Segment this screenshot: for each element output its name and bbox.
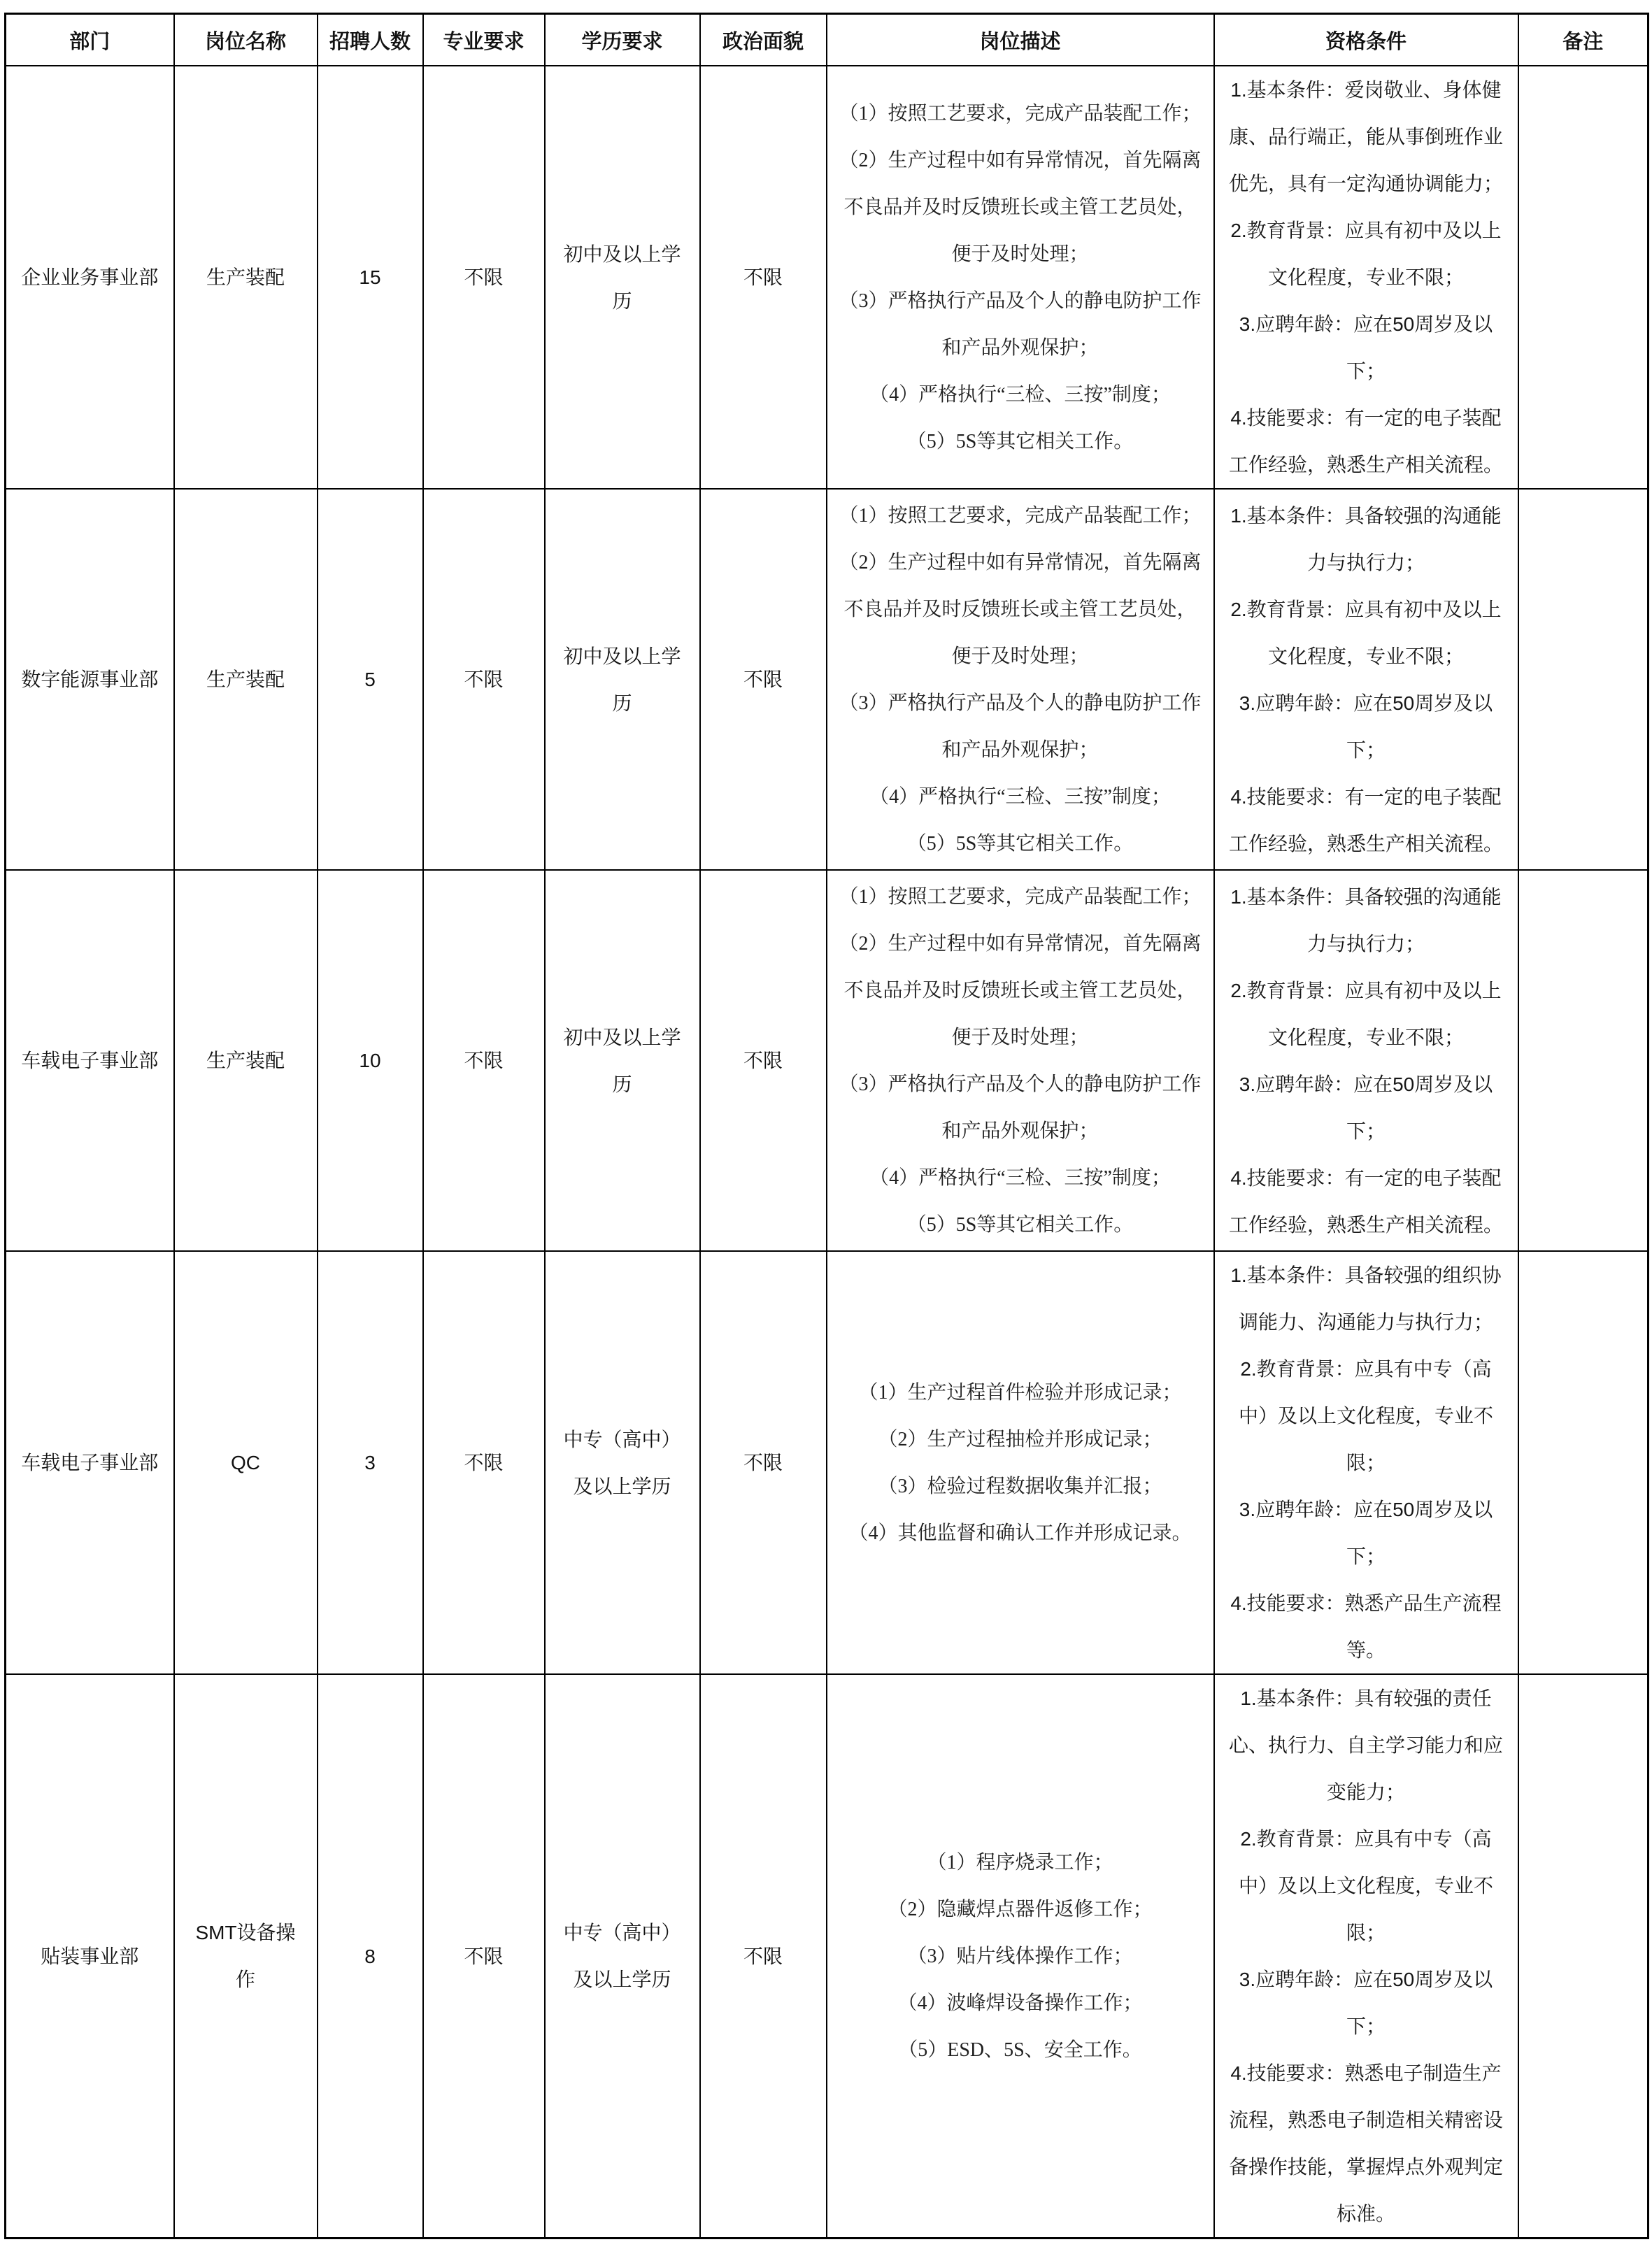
qualifications-cell — [1214, 1251, 1518, 1674]
paragraph: 2.教育背景：应具有初中及以上文化程度，专业不限； — [1230, 220, 1502, 288]
political-status-cell: 不限 — [700, 870, 827, 1251]
paragraph: （3）检验过程数据收集并汇报； — [878, 1475, 1162, 1497]
paragraph: （5）5S等其它相关工作。 — [906, 1213, 1134, 1236]
remark-cell — [1518, 489, 1649, 870]
paragraph: （4）严格执行“三检、三按”制度； — [869, 1166, 1171, 1189]
major-cell: 不限 — [423, 870, 545, 1251]
paragraph: 3.应聘年龄：应在50周岁及以下； — [1239, 1499, 1493, 1567]
paragraph: （2）生产过程中如有异常情况，首先隔离不良品并及时反馈班长或主管工艺员处，便于及时处理； — [839, 551, 1202, 667]
paragraph: （5）5S等其它相关工作。 — [906, 430, 1134, 452]
paragraph: （5）5S等其它相关工作。 — [906, 832, 1134, 855]
qualifications-cell — [1214, 66, 1518, 489]
table-row — [6, 66, 1649, 489]
paragraph: 1.基本条件：爱岗敬业、身体健康、品行端正，能从事倒班作业优先，具有一定沟通协调能力； — [1228, 79, 1503, 194]
paragraph: （2）生产过程中如有异常情况，首先隔离不良品并及时反馈班长或主管工艺员处，便于及时处理； — [839, 149, 1202, 265]
paragraph: 1.基本条件：具有较强的责任心、执行力、自主学习能力和应变能力； — [1228, 1687, 1503, 1803]
recruitment-table — [4, 13, 1649, 2239]
headcount-cell: 5 — [318, 489, 423, 870]
major-cell: 不限 — [423, 66, 545, 489]
headcount-cell: 8 — [318, 1674, 423, 2239]
paragraph: （1）按照工艺要求，完成产品装配工作； — [839, 102, 1202, 124]
paragraph: （3）严格执行产品及个人的静电防护工作和产品外观保护； — [839, 1073, 1202, 1142]
paragraph: （1）生产过程首件检验并形成记录； — [858, 1381, 1182, 1404]
department-cell: 数字能源事业部 — [6, 489, 174, 870]
paragraph: （4）严格执行“三检、三按”制度； — [869, 383, 1171, 406]
column-header-department: 部门 — [6, 14, 174, 66]
paragraph: （4）严格执行“三检、三按”制度； — [869, 785, 1171, 808]
paragraph: （4）波峰焊设备操作工作； — [897, 1992, 1143, 2014]
remark-cell — [1518, 1251, 1649, 1674]
paragraph: 1.基本条件：具备较强的沟通能力与执行力； — [1230, 885, 1502, 955]
education-cell: 初中及以上学历 — [545, 489, 700, 870]
paragraph: 2.教育背景：应具有中专（高中）及以上文化程度，专业不限； — [1238, 1358, 1493, 1473]
job-description-cell — [827, 489, 1214, 870]
political-status-cell: 不限 — [700, 1674, 827, 2239]
headcount-cell: 10 — [318, 870, 423, 1251]
political-status-cell: 不限 — [700, 1251, 827, 1674]
paragraph: 4.技能要求：有一定的电子装配工作经验，熟悉生产相关流程。 — [1228, 785, 1503, 855]
paragraph: 3.应聘年龄：应在50周岁及以下； — [1239, 313, 1493, 382]
column-header-job-description: 岗位描述 — [827, 14, 1214, 66]
paragraph: 4.技能要求：熟悉电子制造生产流程，熟悉电子制造相关精密设备操作技能，掌握焊点外观判定标准。 — [1228, 2062, 1503, 2225]
job-description-cell — [827, 1251, 1214, 1674]
column-header-remark: 备注 — [1518, 14, 1649, 66]
department-cell: 企业业务事业部 — [6, 66, 174, 489]
header-row — [6, 14, 1649, 66]
table-header — [6, 14, 1649, 66]
political-status-cell: 不限 — [700, 489, 827, 870]
paragraph: （1）按照工艺要求，完成产品装配工作； — [839, 885, 1202, 908]
education-cell: 初中及以上学历 — [545, 66, 700, 489]
headcount-cell: 15 — [318, 66, 423, 489]
paragraph: 4.技能要求：有一定的电子装配工作经验，熟悉生产相关流程。 — [1228, 1166, 1503, 1236]
paragraph: （1）按照工艺要求，完成产品装配工作； — [839, 504, 1202, 527]
paragraph: （5）ESD、5S、安全工作。 — [898, 2039, 1142, 2061]
remark-cell — [1518, 66, 1649, 489]
qualifications-cell — [1214, 489, 1518, 870]
paragraph: （2）生产过程中如有异常情况，首先隔离不良品并及时反馈班长或主管工艺员处，便于及时处理； — [839, 932, 1202, 1048]
paragraph: （4）其他监督和确认工作并形成记录。 — [848, 1522, 1192, 1544]
position-cell: 生产装配 — [174, 66, 318, 489]
education-cell: 中专（高中）及以上学历 — [545, 1674, 700, 2239]
table-row — [6, 870, 1649, 1251]
paragraph: 4.技能要求：熟悉产品生产流程等。 — [1230, 1592, 1502, 1661]
remark-cell — [1518, 870, 1649, 1251]
column-header-position: 岗位名称 — [174, 14, 318, 66]
paragraph: 3.应聘年龄：应在50周岁及以下； — [1239, 692, 1493, 761]
major-cell: 不限 — [423, 1674, 545, 2239]
position-cell: QC — [174, 1251, 318, 1674]
remark-cell — [1518, 1674, 1649, 2239]
column-header-major: 专业要求 — [423, 14, 545, 66]
position-cell: SMT设备操作 — [174, 1674, 318, 2239]
column-header-political-status: 政治面貌 — [700, 14, 827, 66]
position-cell: 生产装配 — [174, 870, 318, 1251]
paragraph: （2）隐藏焊点器件返修工作； — [888, 1898, 1153, 1920]
job-description-cell — [827, 66, 1214, 489]
paragraph: 2.教育背景：应具有中专（高中）及以上文化程度，专业不限； — [1238, 1828, 1493, 1943]
job-description-cell — [827, 870, 1214, 1251]
headcount-cell: 3 — [318, 1251, 423, 1674]
column-header-headcount: 招聘人数 — [318, 14, 423, 66]
education-cell: 初中及以上学历 — [545, 870, 700, 1251]
paragraph: 2.教育背景：应具有初中及以上文化程度，专业不限； — [1230, 598, 1502, 667]
job-description-cell — [827, 1674, 1214, 2239]
department-cell: 贴装事业部 — [6, 1674, 174, 2239]
paragraph: 3.应聘年龄：应在50周岁及以下； — [1239, 1073, 1493, 1142]
department-cell: 车载电子事业部 — [6, 870, 174, 1251]
paragraph: （1）程序烧录工作； — [927, 1851, 1113, 1873]
table-body — [6, 66, 1649, 2239]
table-row — [6, 1251, 1649, 1674]
major-cell: 不限 — [423, 489, 545, 870]
table-row — [6, 1674, 1649, 2239]
paragraph: 1.基本条件：具备较强的沟通能力与执行力； — [1230, 504, 1502, 573]
column-header-qualifications: 资格条件 — [1214, 14, 1518, 66]
paragraph: 3.应聘年龄：应在50周岁及以下； — [1239, 1969, 1493, 2037]
paragraph: 4.技能要求：有一定的电子装配工作经验，熟悉生产相关流程。 — [1228, 407, 1503, 476]
table-row — [6, 489, 1649, 870]
paragraph: （3）严格执行产品及个人的静电防护工作和产品外观保护； — [839, 290, 1202, 359]
column-header-education: 学历要求 — [545, 14, 700, 66]
paragraph: （3）贴片线体操作工作； — [907, 1945, 1133, 1967]
paragraph: 1.基本条件：具备较强的组织协调能力、沟通能力与执行力； — [1230, 1264, 1502, 1333]
paragraph: （3）严格执行产品及个人的静电防护工作和产品外观保护； — [839, 692, 1202, 761]
paragraph: （2）生产过程抽检并形成记录； — [878, 1428, 1162, 1450]
paragraph: 2.教育背景：应具有初中及以上文化程度，专业不限； — [1230, 979, 1502, 1048]
political-status-cell: 不限 — [700, 66, 827, 489]
position-cell: 生产装配 — [174, 489, 318, 870]
major-cell: 不限 — [423, 1251, 545, 1674]
qualifications-cell — [1214, 1674, 1518, 2239]
department-cell: 车载电子事业部 — [6, 1251, 174, 1674]
education-cell: 中专（高中）及以上学历 — [545, 1251, 700, 1674]
qualifications-cell — [1214, 870, 1518, 1251]
